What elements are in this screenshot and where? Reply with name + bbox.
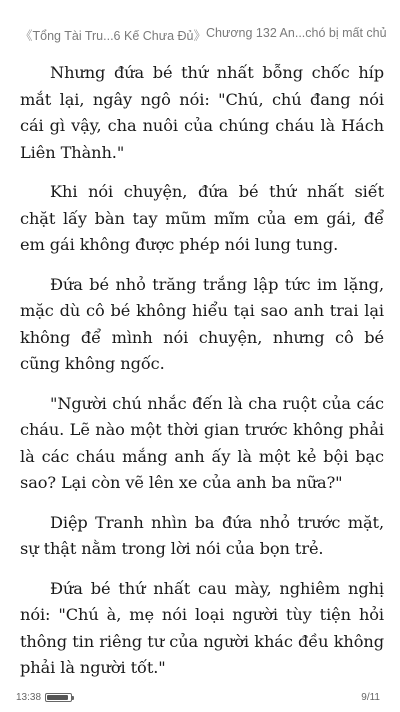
page-indicator: 9/11: [361, 691, 380, 703]
paragraph: Đứa bé nhỏ trăng trắng lập tức im lặng, mặc dù cô bé không hiểu tại sao anh trai lại không để mình nói chuyện, nhưng cô bé cũng không ngốc.: [20, 274, 384, 373]
reader-header: [20, 26, 386, 42]
paragraph: Khi nói chuyện, đứa bé thứ nhất siết chặt lấy bàn tay mũm mĩm của em gái, để em gái không được phép nói lung tung.: [20, 182, 384, 254]
paragraph: "Người chú nhắc đến là cha ruột của các cháu. Lẽ nào một thời gian trước không phải là các cháu mắng anh ấy là một kẻ bội bạc sao? Lại còn vẽ lên xe của anh ba nữa?": [20, 393, 384, 492]
battery-icon: [45, 693, 72, 702]
paragraph: Nhưng đứa bé thứ nhất bỗng chốc híp mắt lại, ngây ngô nói: "Chú, chú đang nói cái gì vậy, cha nuôi của chúng cháu là Hách Liên Thành.": [20, 63, 384, 162]
book-title: 《Tổng Tài Tru...6 Kế Chưa Đủ》: [20, 29, 206, 43]
clock-time: 13:38: [16, 691, 42, 703]
chapter-title: Chương 132 An...chó bị mất chủ: [206, 26, 387, 40]
paragraph: Đứa bé thứ nhất cau mày, nghiêm nghị nói: "Chú à, mẹ nói loại người tùy tiện hỏi thông tin riêng tư của người khác đều không phải là người tốt.": [20, 578, 384, 677]
battery-level-fill: [47, 695, 68, 700]
paragraph: Diệp Tranh nhìn ba đứa nhỏ trước mặt, sự thật nằm trong lời nói của bọn trẻ.: [20, 512, 384, 558]
chapter-text[interactable]: [20, 60, 384, 690]
reader-footer: [16, 689, 380, 705]
status-group: [16, 692, 72, 703]
